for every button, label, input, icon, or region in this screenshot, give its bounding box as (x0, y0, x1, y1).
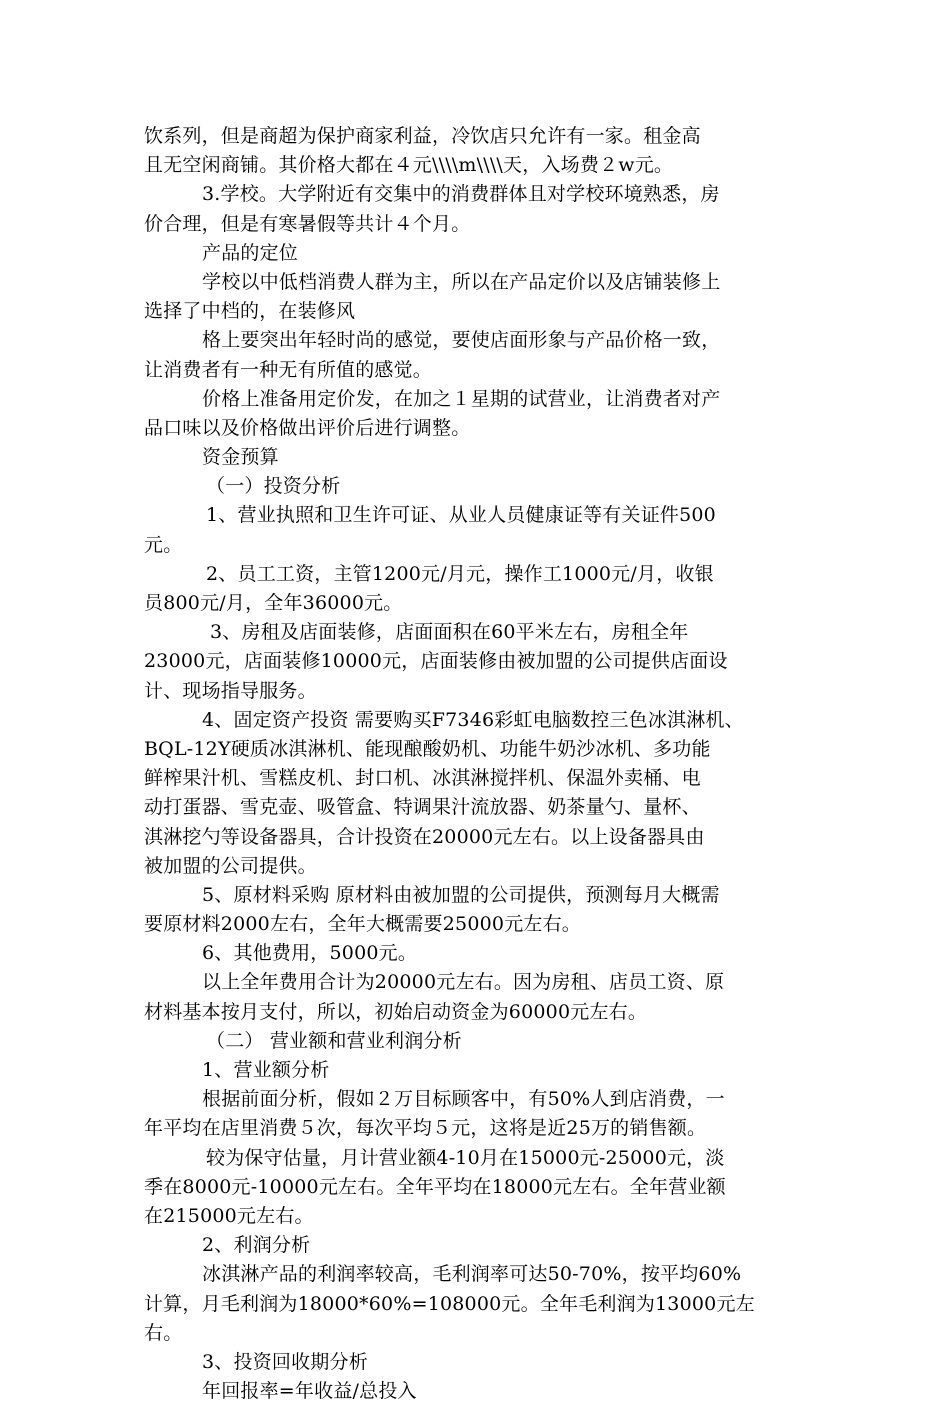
text-line: 6、其他费用，5000元。 (202, 942, 418, 965)
text-line: 元。 (144, 533, 183, 556)
text-line: 且无空闲商铺。其价格大都在４元\\\\m\\\\天，入场费２w元。 (144, 154, 674, 177)
text-line: 4、固定资产投资 需要购买F7346彩虹电脑数控三色冰淇淋机、 (202, 708, 744, 731)
text-line: 3.学校。大学附近有交集中的消费群体且对学校环境熟悉，房 (202, 183, 720, 206)
text-line: 根据前面分析，假如２万目标顾客中，有50%人到店消费，一 (202, 1088, 725, 1111)
text-line: 选择了中档的，在装修风 (144, 300, 356, 323)
text-line: 右。 (144, 1321, 183, 1344)
text-line: 冰淇淋产品的利润率较高，毛利润率可达50-70%，按平均60% (202, 1263, 742, 1286)
text-line: BQL-12Y硬质冰淇淋机、能现酿酸奶机、功能牛奶沙冰机、多功能 (144, 737, 711, 760)
text-line: 1、营业额分析 (202, 1059, 330, 1081)
text-line: 品口味以及价格做出评价后进行调整。 (144, 416, 471, 439)
text-line: 被加盟的公司提供。 (144, 854, 317, 877)
text-line: 计算，月毛利润为18000*60%=108000元。全年毛利润为13000元左 (144, 1292, 755, 1315)
text-line: 学校以中低档消费人群为主，所以在产品定价以及店铺装修上 (202, 270, 721, 293)
text-line: 员800元/月，全年36000元。 (144, 592, 403, 614)
text-line: （二） 营业额和营业利润分析 (206, 1029, 462, 1052)
text-line: 让消费者有一种无有所值的感觉。 (144, 358, 433, 381)
text-line: 在215000元左右。 (144, 1204, 314, 1227)
text-line: 价格上准备用定价发，在加之１星期的试营业，让消费者对产 (202, 387, 721, 410)
text-line: 3、房租及店面装修，店面面积在60平米左右，房租全年 (210, 621, 689, 644)
text-line: （一）投资分析 (206, 475, 341, 498)
text-line: 年平均在店里消费５次，每次平均５元，这将是近25万的销售额。 (144, 1117, 707, 1140)
text-line: 淇淋挖勺等设备器具，合计投资在20000元左右。以上设备器具由 (144, 825, 705, 848)
text-line: 要原材料2000左右，全年大概需要25000元左右。 (144, 913, 581, 936)
text-line: 2、员工工资，主管1200元/月元，操作工1000元/月，收银 (206, 562, 714, 585)
text-line: 饮系列，但是商超为保护商家利益，冷饮店只允许有一家。租金高 (144, 125, 701, 147)
text-line: 5、原材料采购 原材料由被加盟的公司提供，预测每月大概需 (202, 883, 720, 906)
text-line: 3、投资回收期分析 (202, 1350, 368, 1373)
text-line: 较为保守估量，月计营业额4-10月在15000元-25000元，淡 (206, 1146, 725, 1169)
text-line: 格上要突出年轻时尚的感觉，要使店面形象与产品价格一致， (202, 329, 721, 352)
text-line: 1、营业执照和卫生许可证、从业人员健康证等有关证件500 (206, 504, 716, 527)
text-line: 23000元，店面装修10000元，店面装修由被加盟的公司提供店面设 (144, 650, 728, 673)
text-line: 资金预算 (202, 446, 279, 469)
text-line: 2、利润分析 (202, 1234, 311, 1257)
document-body (144, 122, 808, 1406)
text-line: 季在8000元-10000元左右。全年平均在18000元左右。全年营业额 (144, 1175, 726, 1198)
text-line: 鲜榨果汁机、雪糕皮机、封口机、冰淇淋搅拌机、保温外卖桶、电 (144, 767, 701, 790)
text-line: 材料基本按月支付，所以，初始启动资金为60000元左右。 (144, 1000, 648, 1023)
text-line: 计、现场指导服务。 (144, 679, 317, 702)
text-line: 年回报率=年收益/总投入 (202, 1380, 417, 1403)
text-line: 产品的定位 (202, 241, 299, 264)
text-line: 价合理，但是有寒暑假等共计４个月。 (144, 212, 471, 235)
text-line: 动打蛋器、雪克壶、吸管盒、特调果汁流放器、奶茶量勺、量杯、 (144, 796, 701, 819)
text-line: 以上全年费用合计为20000元左右。因为房租、店员工资、原 (202, 971, 725, 994)
